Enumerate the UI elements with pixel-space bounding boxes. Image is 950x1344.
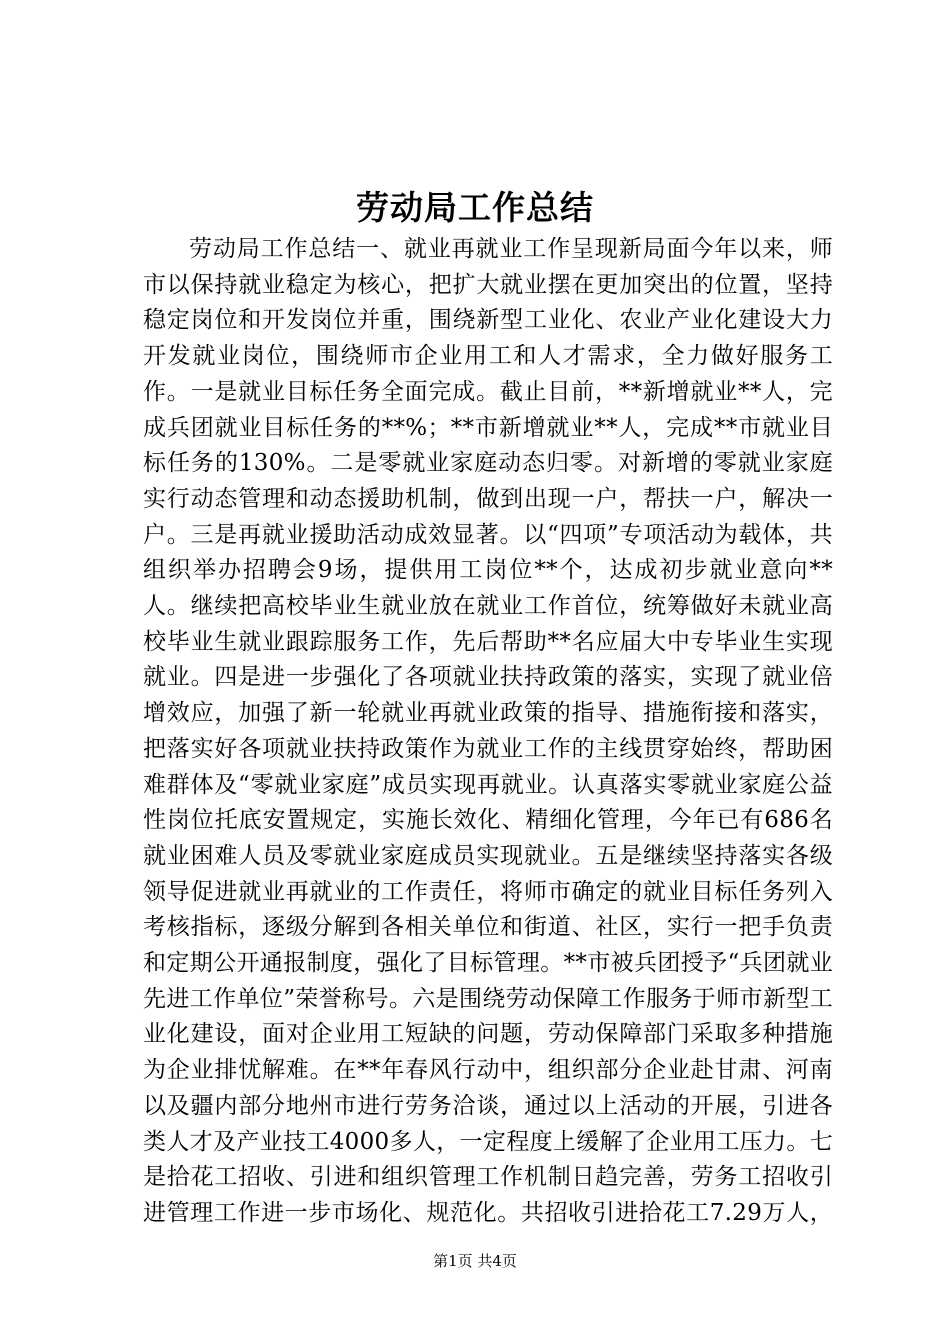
document-title: 劳动局工作总结: [356, 188, 594, 227]
document-body-paragraph: 劳动局工作总结一、就业再就业工作呈现新局面今年以来，师市以保持就业稳定为核心，把扩大就业摆在更加突出的位置，坚持稳定岗位和开发岗位并重，围绕新型工业化、农业产业化建设大力开发就业岗位，围绕师市企业用工和人才需求，全力做好服务工作。一是就业目标任务全面完成。截止目前，**新增就业**人，完成兵团就业目标任务的**%；**市新增就业**人，完成**市就业目标任务的130%。二是零就业家庭动态归零。对新增的零就业家庭实行动态管理和动态援助机制，做到出现一户，帮扶一户，解决一户。三是再就业援助活动成效显著。以“四项”专项活动为载体，共组织举办招聘会9场，提供用工岗位**个，达成初步就业意向**人。继续把高校毕业生就业放在就业工作首位，统筹做好未就业高校毕业生就业跟踪服务工作，先后帮助**名应届大中专毕业生实现就业。四是进一步强化了各项就业扶持政策的落实，实现了就业倍增效应，加强了新一轮就业再就业政策的指导、措施衔接和落实，把落实好各项就业扶持政策作为就业工作的主线贯穿始终，帮助困难群体及“零就业家庭”成员实现再就业。认真落实零就业家庭公益性岗位托底安置规定，实施长效化、精细化管理，今年已有686名就业困难人员及零就业家庭成员实现就业。五是继续坚持落实各级领导促进就业再就业的工作责任，将师市确定的就业目标任务列入考核指标，逐级分解到各相关单位和街道、社区，实行一把手负责和定期公开通报制度，强化了目标管理。**市被兵团授予“兵团就业先进工作单位”荣誉称号。六是围绕劳动保障工作服务于师市新型工业化建设，面对企业用工短缺的问题，劳动保障部门采取多种措施为企业排忧解难。在**年春风行动中，组织部分企业赴甘肃、河南以及疆内部分地州市进行劳务洽谈，通过以上活动的开展，引进各类人才及产业技工4000多人，一定程度上缓解了企业用工压力。七是拾花工招收、引进和组织管理工作机制日趋完善，劳务工招收引进管理工作进一步市场化、规范化。共招收引进拾花工7.29万人，: [143, 236, 833, 1226]
page-footer: 第1页 共4页: [433, 1252, 517, 1270]
